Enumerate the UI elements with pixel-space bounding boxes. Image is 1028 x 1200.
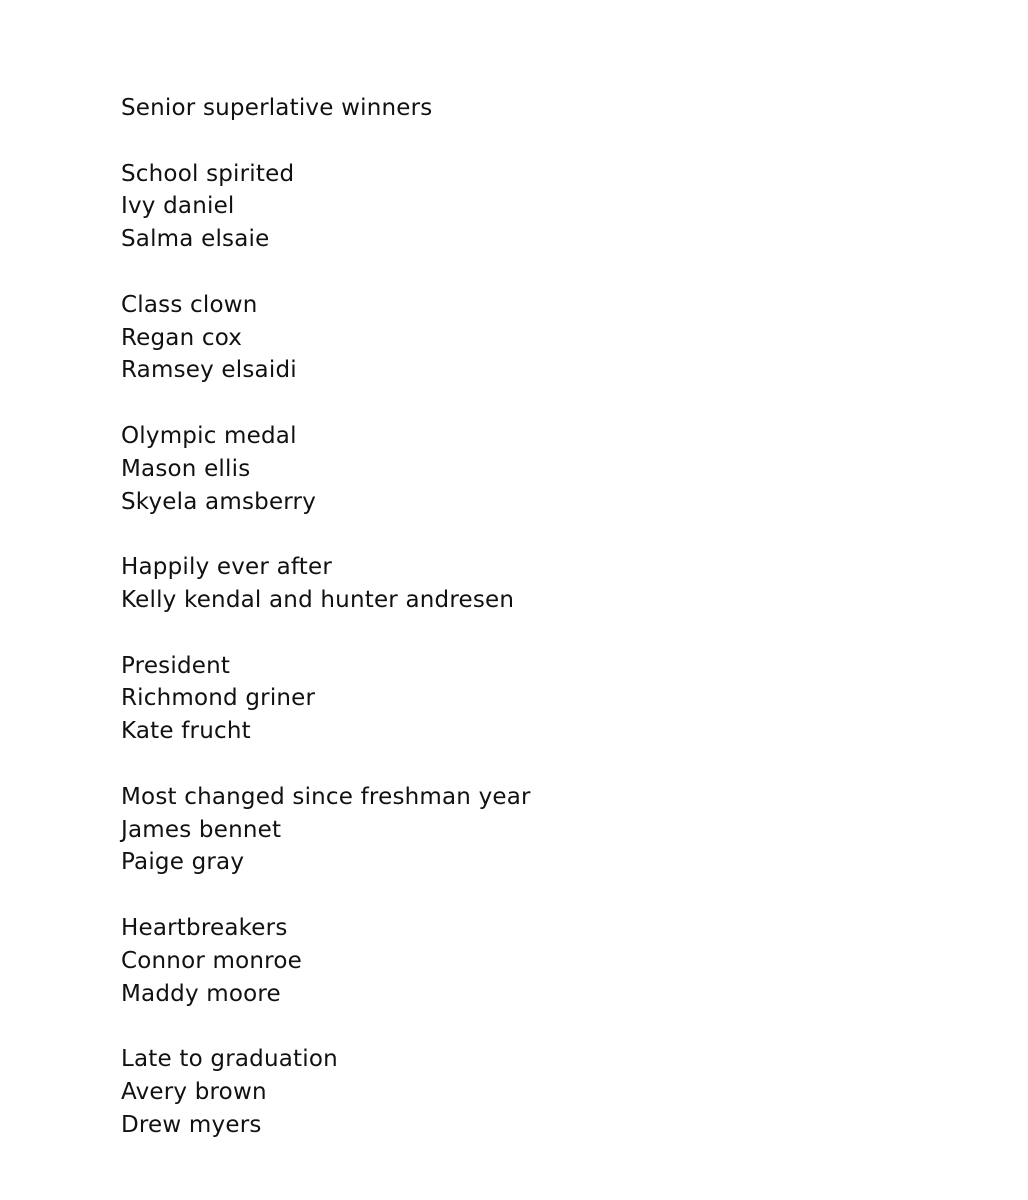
category-label: Most changed since freshman year (121, 783, 531, 810)
section-president (121, 650, 531, 748)
winner-name: Ivy daniel (121, 193, 235, 220)
winner-name: Connor monroe (121, 947, 302, 974)
spacer (121, 617, 531, 650)
winner-name: Mason ellis (121, 455, 251, 482)
spacer (121, 125, 531, 158)
section-late-to-graduation (121, 1043, 531, 1141)
spacer (121, 748, 531, 781)
winner-name: Kelly kendal and hunter andresen (121, 586, 515, 613)
spacer (121, 256, 531, 289)
section-heartbreakers (121, 912, 531, 1010)
winner-name: Salma elsaie (121, 226, 270, 253)
category-label: President (121, 652, 231, 679)
category-label: Olympic medal (121, 422, 297, 449)
category-label: Heartbreakers (121, 914, 288, 941)
category-label: Late to graduation (121, 1046, 338, 1073)
winner-name: Avery brown (121, 1078, 267, 1105)
section-school-spirited (121, 158, 531, 256)
section-happily-ever-after (121, 551, 531, 617)
winner-name: Skyela amsberry (121, 488, 317, 515)
category-label: Class clown (121, 291, 258, 318)
winner-name: Regan cox (121, 324, 243, 351)
spacer (121, 387, 531, 420)
winner-name: Drew myers (121, 1111, 262, 1138)
section-olympic-medal (121, 420, 531, 518)
winner-name: Richmond griner (121, 685, 316, 712)
section-class-clown (121, 289, 531, 387)
category-label: School spirited (121, 160, 295, 187)
winner-name: Kate frucht (121, 718, 251, 745)
spacer (121, 879, 531, 912)
winner-name: Ramsey elsaidi (121, 357, 297, 384)
spacer (121, 518, 531, 551)
spacer (121, 1010, 531, 1043)
section-most-changed (121, 781, 531, 879)
winner-name: Maddy moore (121, 980, 281, 1007)
winner-name: Paige gray (121, 849, 245, 876)
winner-name: James bennet (121, 816, 282, 843)
category-label: Happily ever after (121, 554, 332, 581)
document-title: Senior superlative winners (121, 95, 433, 121)
document-body (121, 92, 531, 1142)
